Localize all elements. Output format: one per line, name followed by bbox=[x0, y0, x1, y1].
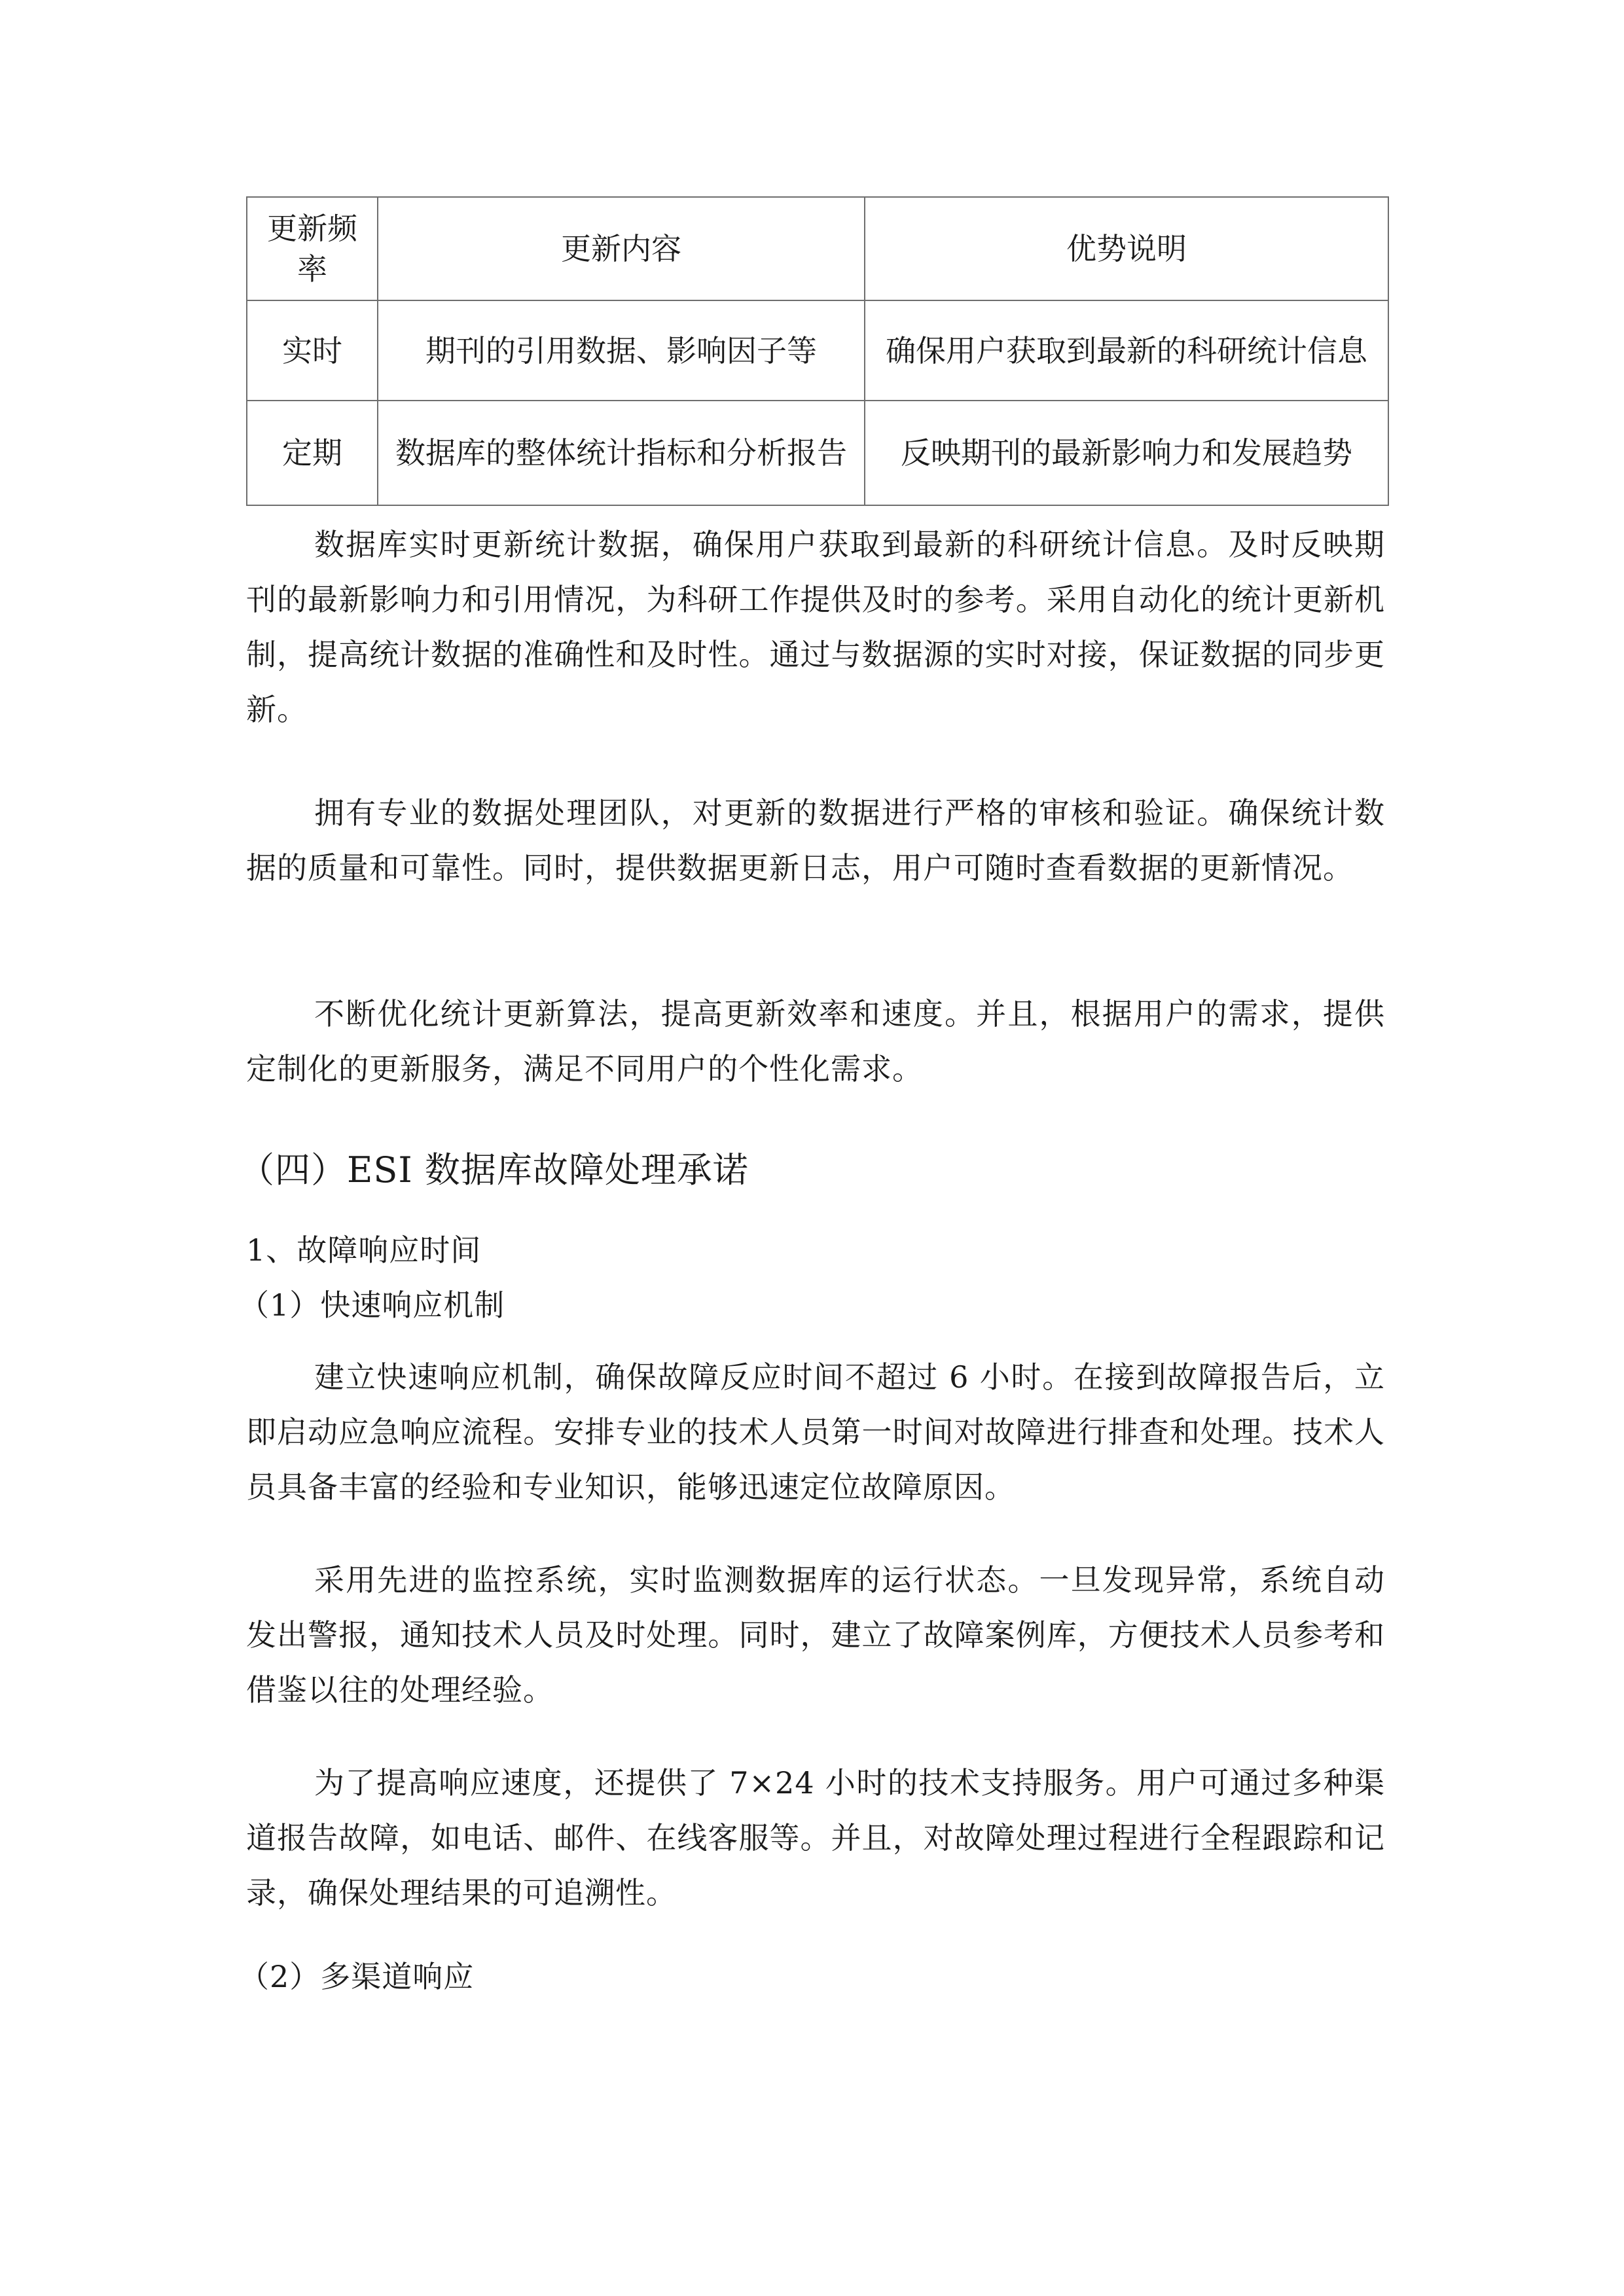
table-cell: 数据库的整体统计指标和分析报告 bbox=[378, 401, 865, 505]
subsection-title: 1、故障响应时间 bbox=[246, 1232, 482, 1268]
update-frequency-table bbox=[246, 196, 1389, 506]
table-cell: 反映期刊的最新影响力和发展趋势 bbox=[865, 401, 1388, 505]
table-cell: 实时 bbox=[247, 300, 378, 401]
table-header-cell: 更新频率 bbox=[247, 197, 378, 300]
body-paragraph: 采用先进的监控系统，实时监测数据库的运行状态。一旦发现异常，系统自动发出警报，通知技术人员及时处理。同时，建立了故障案例库，方便技术人员参考和借鉴以往的处理经验。 bbox=[246, 1562, 1385, 1708]
body-paragraph: 数据库实时更新统计数据，确保用户获取到最新的科研统计信息。及时反映期刊的最新影响力和引用情况，为科研工作提供及时的参考。采用自动化的统计更新机制，提高统计数据的准确性和及时性。通过与数据源的实时对接，保证数据的同步更新。 bbox=[246, 527, 1385, 727]
section-heading: （四）ESI 数据库故障处理承诺 bbox=[239, 1149, 749, 1191]
subsubsection-title: （2）多渠道响应 bbox=[239, 1959, 475, 1994]
table-cell: 期刊的引用数据、影响因子等 bbox=[378, 300, 865, 401]
table-cell: 定期 bbox=[247, 401, 378, 505]
body-paragraph: 为了提高响应速度，还提供了 7×24 小时的技术支持服务。用户可通过多种渠道报告故障，如电话、邮件、在线客服等。并且，对故障处理过程进行全程跟踪和记录，确保处理结果的可追溯性。 bbox=[246, 1765, 1385, 1910]
body-paragraph: 不断优化统计更新算法，提高更新效率和速度。并且，根据用户的需求，提供定制化的更新服务，满足不同用户的个性化需求。 bbox=[246, 996, 1385, 1086]
table-header-cell: 更新内容 bbox=[378, 197, 865, 300]
table-header-row bbox=[247, 197, 1388, 300]
table-row bbox=[247, 300, 1388, 401]
body-paragraph: 拥有专业的数据处理团队，对更新的数据进行严格的审核和验证。确保统计数据的质量和可靠性。同时，提供数据更新日志，用户可随时查看数据的更新情况。 bbox=[246, 795, 1385, 886]
body-paragraph: 建立快速响应机制，确保故障反应时间不超过 6 小时。在接到故障报告后，立即启动应急响应流程。安排专业的技术人员第一时间对故障进行排查和处理。技术人员具备丰富的经验和专业知识，能够迅速定位故障原因。 bbox=[246, 1359, 1385, 1505]
table-cell: 确保用户获取到最新的科研统计信息 bbox=[865, 300, 1388, 401]
table-header-cell: 优势说明 bbox=[865, 197, 1388, 300]
subsubsection-title: （1）快速响应机制 bbox=[239, 1287, 505, 1323]
table-row bbox=[247, 401, 1388, 505]
